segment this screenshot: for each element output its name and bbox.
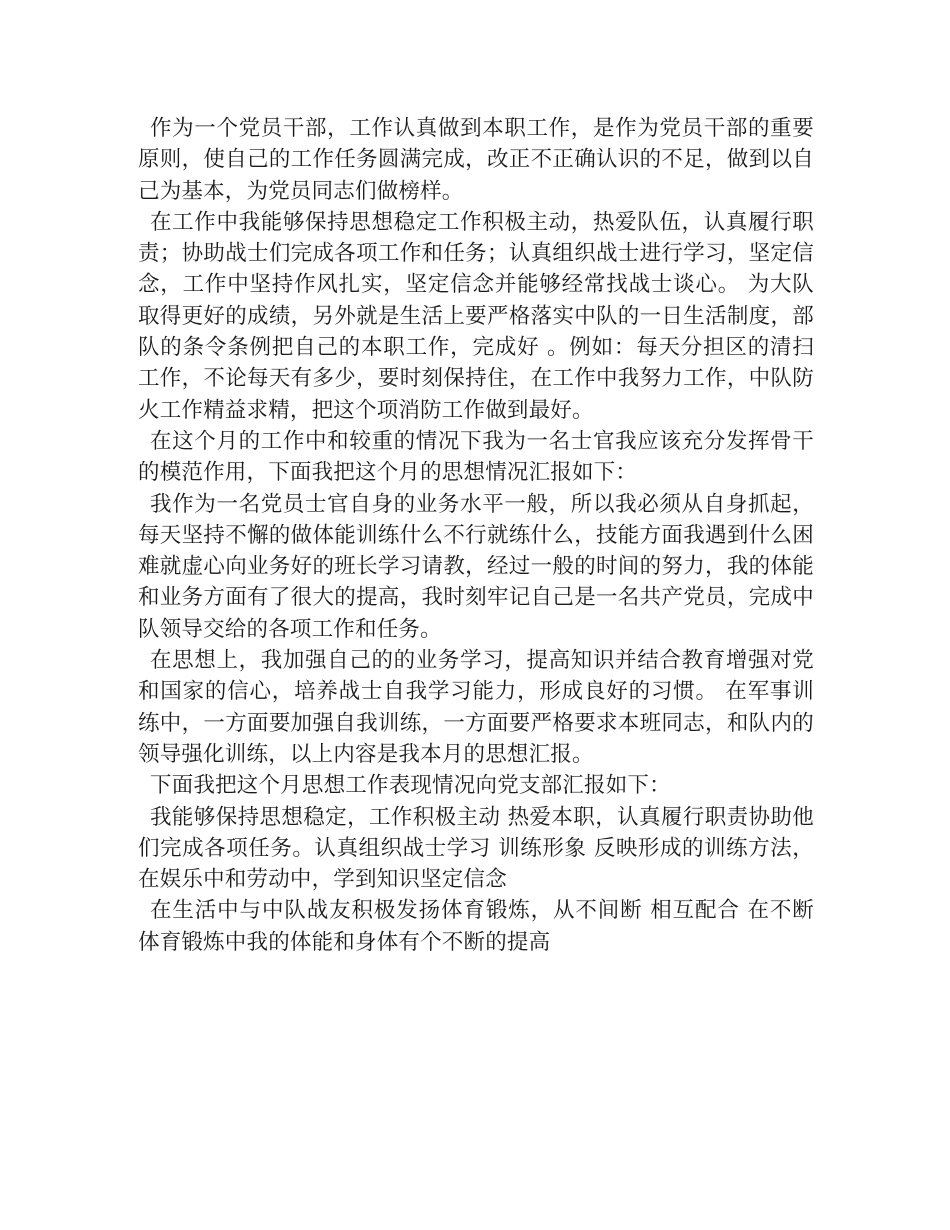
document-body [138,113,814,958]
paragraph-7: 我能够保持思想稳定，工作积极主动 热爱本职，认真履行职责协助他们完成各项任务。认真组织战士学习 训练形象 反映形成的训练方法，在娱乐中和劳动中，学到知识坚定信念 [138,804,814,893]
paragraph-3: 在这个月的工作中和较重的情况下我为一名士官我应该充分发挥骨干的模范作用，下面我把这个月的思想情况汇报如下： [138,428,814,486]
paragraph-4: 我作为一名党员士官自身的业务水平一般，所以我必须从自身抓起，每天坚持不懈的做体能训练什么不行就练什么，技能方面我遇到什么困难就虚心向业务好的班长学习请教，经过一般的时间的努力，我的体能和业务方面有了很大的提高，我时刻牢记自己是一名共产党员，完成中队领导交给的各项工作和任务。 [138,491,814,642]
paragraph-1: 作为一个党员干部，工作认真做到本职工作，是作为党员干部的重要原则，使自己的工作任务圆满完成，改正不正确认识的不足，做到以自己为基本，为党员同志们做榜样。 [138,116,814,204]
paragraph-8: 在生活中与中队战友积极发扬体育锻炼，从不间断 相互配合 在不断体育锻炼中我的体能和身体有个不断的提高 [138,898,814,955]
paragraph-6: 下面我把这个月思想工作表现情况向党支部汇报如下： [150,773,671,799]
paragraph-5: 在思想上，我加强自己的的业务学习，提高知识并结合教育增强对党和国家的信心，培养战士自我学习能力，形成良好的习惯。 在军事训练中，一方面要加强自我训练，一方面要严格要求本班同志，和队内的领导强化训练，以上内容是我本月的思想汇报。 [138,648,814,767]
paragraph-2: 在工作中我能够保持思想稳定工作积极主动，热爱队伍，认真履行职责；协助战士们完成各项工作和任务；认真组织战士进行学习，坚定信念，工作中坚持作风扎实，坚定信念并能够经常找战士谈心。 为大队取得更好的成绩，另外就是生活上要严格落实中队的一日生活制度，部队的条令条例把自己的本职工作，完成好 。例如：每天分担区的清扫工作，不论每天有多少，要时刻保持住，在工作中我努力工作，中队防火工作精益求精，把这个项消防工作做到最好。 [138,209,814,423]
